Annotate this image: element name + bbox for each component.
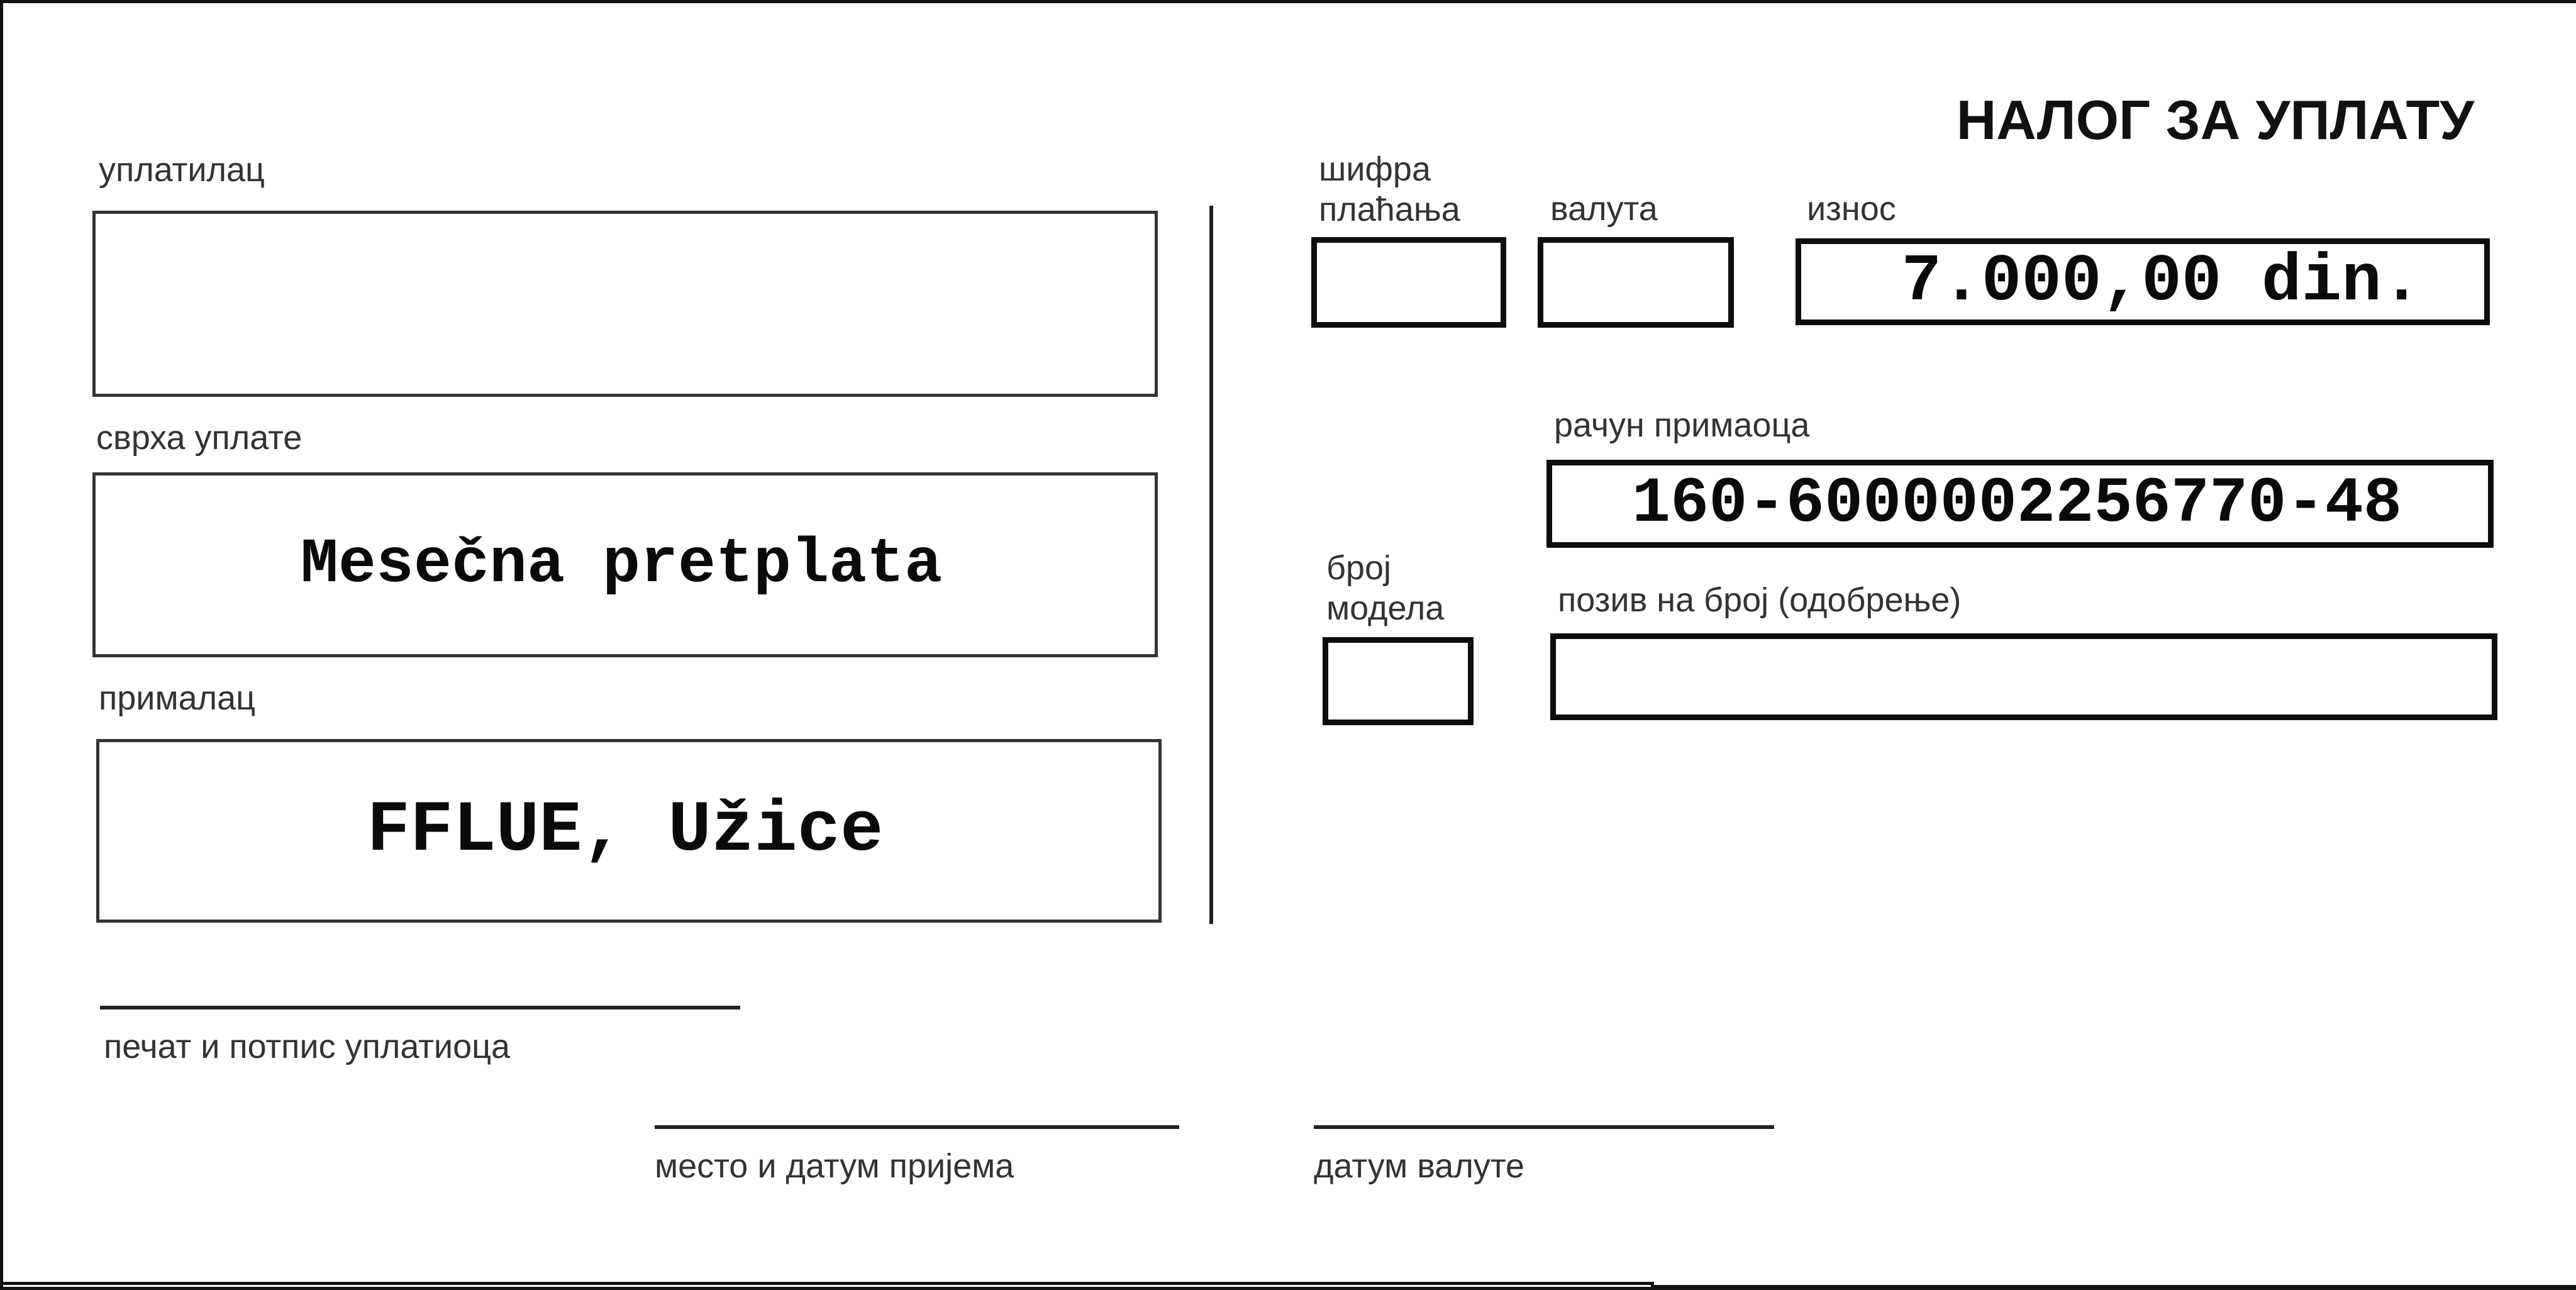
currency-label: валута [1550, 190, 1658, 228]
payer-signature-line[interactable] [100, 1006, 740, 1009]
account-label: рачун примаоца [1554, 406, 1810, 444]
account-value: 160-6000002256770-48 [1631, 467, 2402, 540]
place-date-line[interactable] [655, 1125, 1179, 1129]
recipient-value: FFLUE, Užice [367, 790, 884, 872]
purpose-field[interactable] [92, 472, 1158, 657]
column-divider [1209, 206, 1213, 924]
model-label: број модела [1326, 549, 1445, 627]
value-date-line[interactable] [1314, 1125, 1774, 1129]
purpose-value: Mesečna pretplata [300, 529, 943, 601]
amount-label: износ [1807, 190, 1896, 228]
form-bottom-edge-left [0, 1282, 1654, 1285]
value-date-label: датум валуте [1314, 1147, 1524, 1185]
payer-label: уплатилац [99, 151, 265, 189]
reference-field[interactable] [1550, 633, 2497, 720]
payment-code-label: шифра плаћања [1319, 150, 1460, 228]
payer-field[interactable] [92, 211, 1158, 397]
payer-signature-label: печат и потпис уплатиоца [104, 1028, 511, 1065]
form-title: НАЛОГ ЗА УПЛАТУ [1956, 89, 2474, 151]
amount-field[interactable] [1796, 238, 2490, 325]
currency-field[interactable] [1538, 237, 1734, 328]
recipient-field[interactable] [96, 739, 1162, 923]
place-date-label: место и датум пријема [655, 1147, 1014, 1185]
reference-label: позив на број (одобрење) [1558, 581, 1962, 619]
form-bottom-edge-right [1651, 1285, 2576, 1288]
account-field[interactable] [1546, 460, 2494, 548]
purpose-label: сврха уплате [96, 419, 303, 457]
payment-code-field[interactable] [1311, 237, 1506, 328]
amount-value: 7.000,00 din. [1901, 244, 2422, 320]
recipient-label: прималац [99, 679, 256, 717]
model-field[interactable] [1323, 637, 1474, 725]
